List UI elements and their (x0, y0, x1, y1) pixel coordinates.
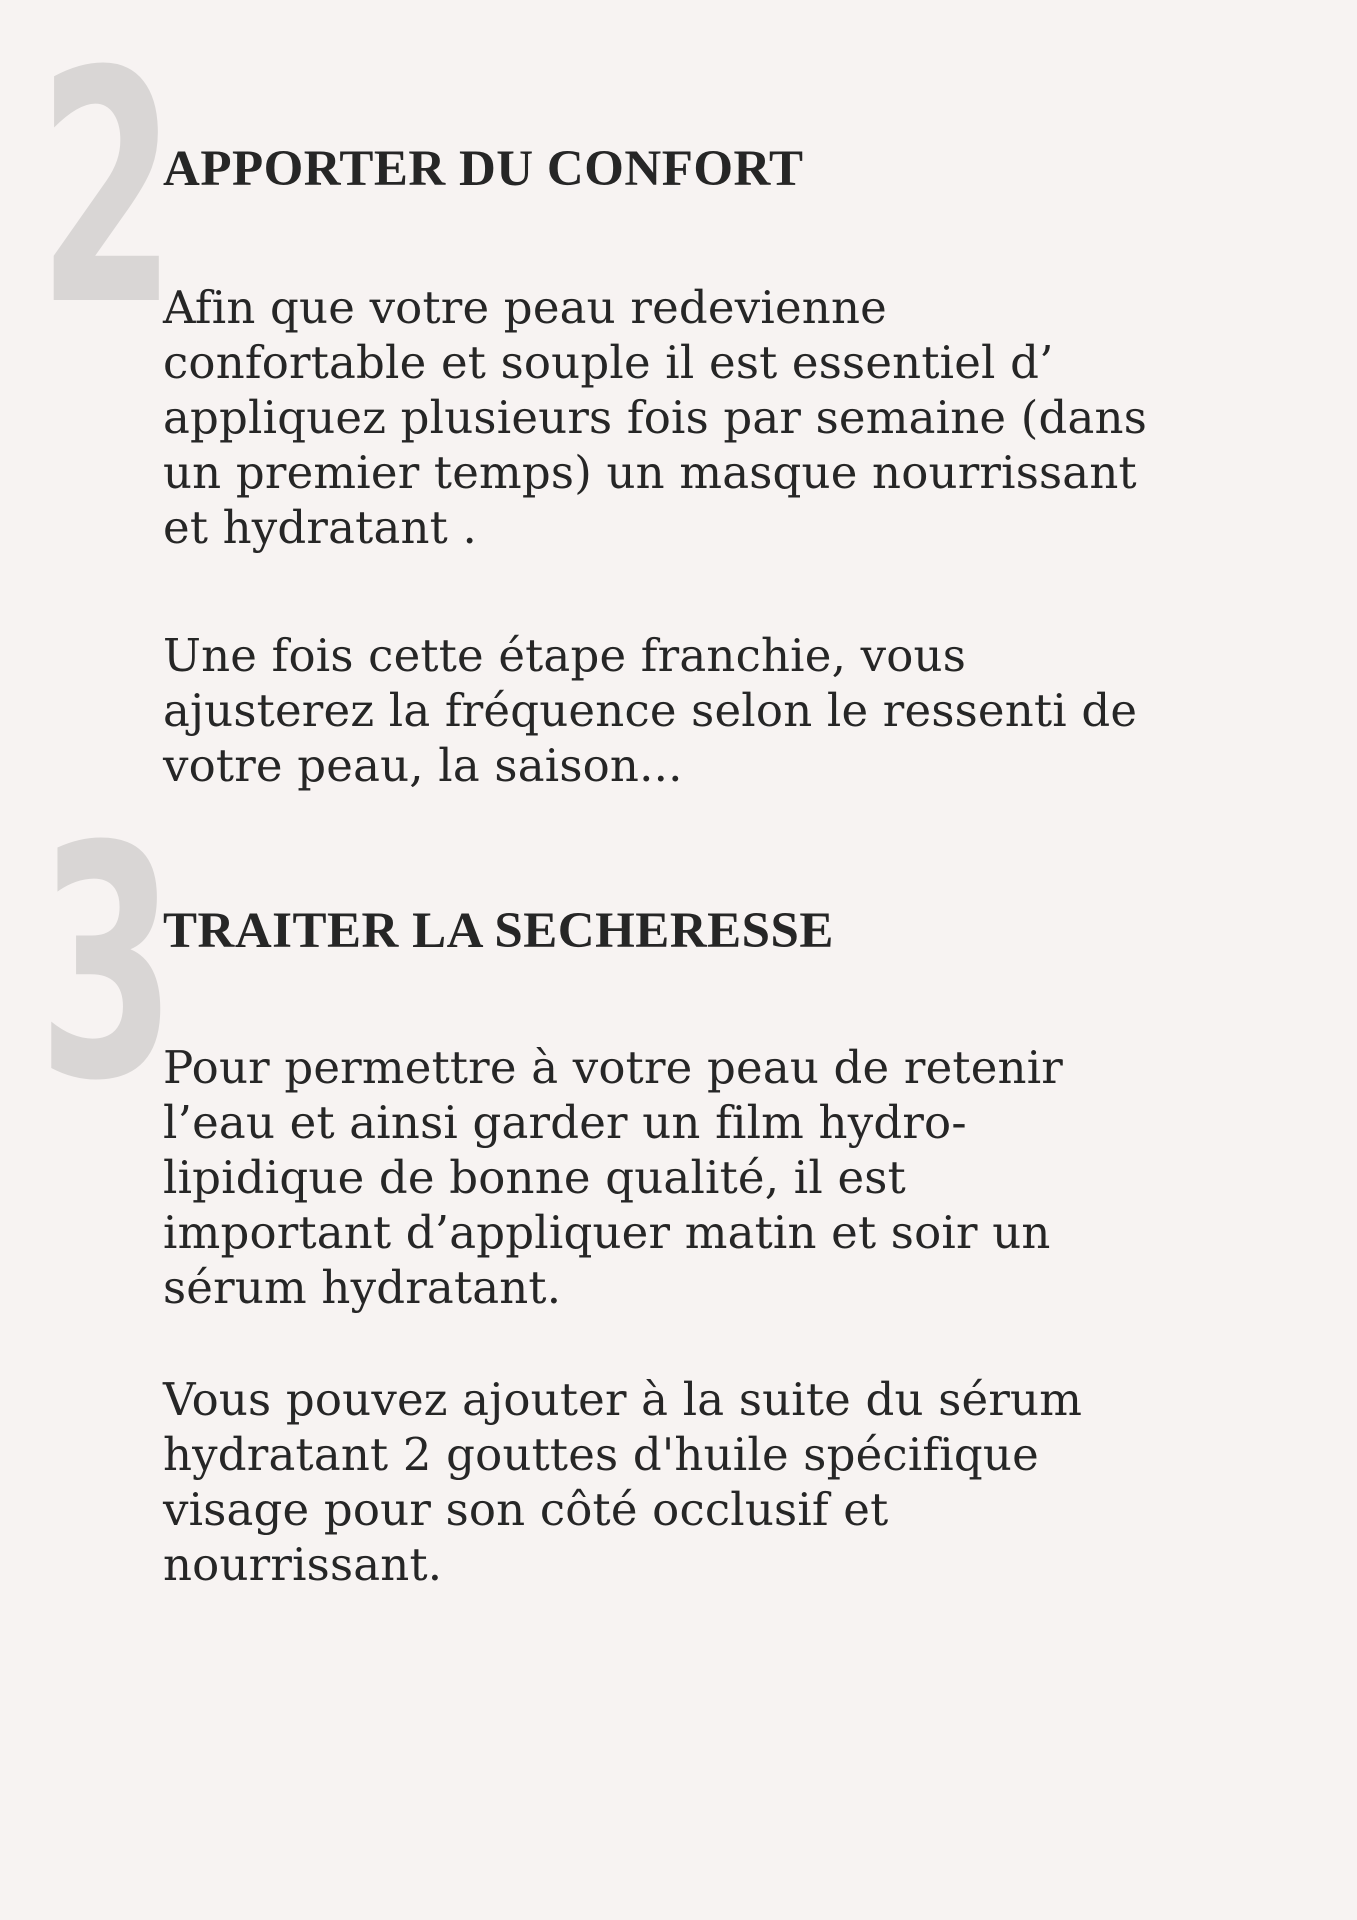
section-comfort (163, 140, 1253, 793)
section-title-dryness: TRAITER LA SECHERESSE (163, 903, 834, 959)
step-number-2: 2 (38, 4, 170, 376)
paragraph-comfort-1: Afin que votre peau redevienne confortable et souple il est essentiel d’ appliquez plusieurs fois par semaine (dans un premier temps) un masque nourrissant et hydratant . (163, 281, 1148, 554)
paragraph-comfort-2: Une fois cette étape franchie, vous ajusterez la fréquence selon le ressenti de votre peau, la saison... (163, 629, 1138, 792)
paragraph-dryness-2: Vous pouvez ajouter à la suite du sérum hydratant 2 gouttes d'huile spécifique visage pour son côté occlusif et nourrissant. (163, 1373, 1083, 1591)
section-dryness (163, 902, 1253, 1592)
step-number-3: 3 (38, 779, 170, 1151)
section-title-comfort: APPORTER DU CONFORT (163, 141, 804, 197)
paragraph-dryness-1: Pour permettre à votre peau de retenir l’eau et ainsi garder un film hydro- lipidique de bonne qualité, il est important d’appliquer matin et soir un sérum hydratant. (163, 1041, 1064, 1314)
